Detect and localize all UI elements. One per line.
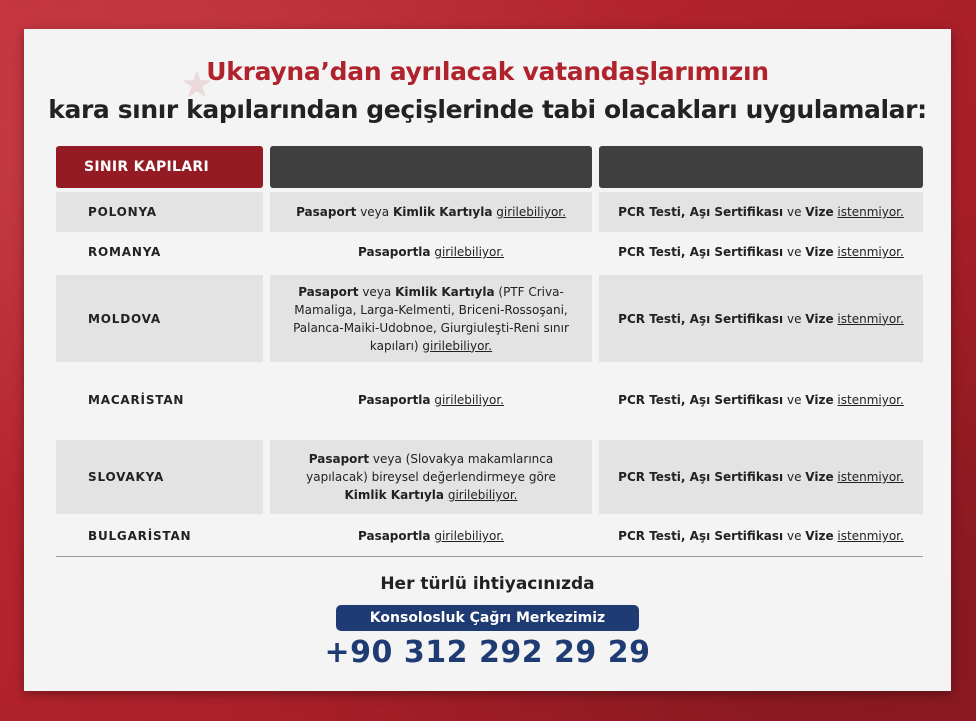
status-text: girilebiliyor.	[422, 338, 493, 353]
footer-title: Her türlü ihtiyacınızda	[380, 574, 595, 594]
text-fragment: PCR Testi, Aşı Sertifikası	[618, 205, 784, 219]
requirement-cell	[599, 235, 923, 269]
entry-cell	[270, 440, 592, 514]
requirement-cell	[599, 192, 923, 232]
status-text: istenmiyor.	[837, 245, 904, 259]
cell-text	[618, 470, 904, 484]
cell-text	[618, 393, 904, 407]
text-fragment: ve	[783, 205, 806, 219]
entry-cell	[270, 235, 592, 269]
cell-text	[288, 450, 574, 504]
status-text: girilebiliyor.	[434, 393, 504, 407]
text-fragment: (PTF Criva-Mamaliga, Larga-Kelmenti, Briceni-Rossoşani, Palanca-Maiki-Udobnoe, Giurgiuleşti-Reni sınır kapıları)	[293, 284, 569, 353]
text-fragment: Pasaport	[308, 452, 370, 466]
requirement-cell	[599, 519, 923, 553]
requirement-cell	[599, 374, 923, 426]
text-fragment: Vize	[805, 393, 834, 407]
footer-divider	[56, 556, 923, 557]
text-fragment: Kimlik Kartıyla	[395, 284, 495, 299]
status-text: istenmiyor.	[837, 205, 904, 219]
call-center-badge: Konsolosluk Çağrı Merkezimiz	[336, 605, 639, 631]
page-title-line2: kara sınır kapılarından geçişlerinde tabi olacakları uygulamalar:	[48, 95, 927, 124]
text-fragment: Pasaport	[298, 284, 359, 299]
column-header-border-gates: SINIR KAPILARI	[56, 146, 263, 188]
text-fragment: PCR Testi, Aşı Sertifikası	[618, 470, 784, 484]
text-fragment: Pasaportla	[358, 529, 431, 543]
requirement-cell	[599, 440, 923, 514]
requirement-cell	[599, 275, 923, 362]
text-fragment: ve	[783, 245, 806, 259]
entry-cell	[270, 374, 592, 426]
status-text: girilebiliyor.	[496, 205, 566, 219]
entry-cell	[270, 519, 592, 553]
cell-text	[296, 203, 566, 221]
text-fragment: Pasaport	[296, 205, 357, 219]
cell-text	[618, 529, 904, 543]
status-text: girilebiliyor.	[434, 245, 504, 259]
entry-cell	[270, 275, 592, 362]
phone-number[interactable]: +90 312 292 29 29	[324, 635, 651, 670]
text-fragment: Vize	[805, 470, 834, 484]
text-fragment: Kimlik Kartıyla	[344, 488, 444, 502]
cell-text	[358, 527, 504, 545]
cell-text	[618, 312, 904, 326]
cell-text	[618, 205, 904, 219]
column-header-requirements	[599, 146, 923, 188]
text-fragment: PCR Testi, Aşı Sertifikası	[618, 529, 784, 543]
text-fragment: ve	[783, 529, 806, 543]
entry-cell	[270, 192, 592, 232]
country-cell: BULGARİSTAN	[88, 529, 192, 543]
country-cell: MOLDOVA	[56, 275, 263, 362]
text-fragment: PCR Testi, Aşı Sertifikası	[618, 245, 784, 259]
country-cell: POLONYA	[56, 192, 263, 232]
page-title-line1: Ukrayna’dan ayrılacak vatandaşlarımızın	[206, 57, 769, 86]
status-text: istenmiyor.	[837, 393, 904, 407]
text-fragment: ve	[783, 393, 806, 407]
country-cell: ROMANYA	[88, 245, 162, 259]
status-text: girilebiliyor.	[434, 529, 504, 543]
cell-text	[288, 283, 574, 355]
cell-text	[618, 245, 904, 259]
column-header-entry	[270, 146, 592, 188]
text-fragment: Vize	[805, 205, 834, 219]
status-text: istenmiyor.	[837, 470, 904, 484]
text-fragment: Vize	[805, 245, 834, 259]
text-fragment: Vize	[805, 529, 834, 543]
text-fragment: Pasaportla	[358, 245, 431, 259]
country-cell: SLOVAKYA	[56, 440, 263, 514]
text-fragment: ve	[783, 470, 806, 484]
status-text: girilebiliyor.	[447, 488, 518, 502]
text-fragment: ve	[783, 311, 806, 326]
status-text: istenmiyor.	[837, 311, 904, 326]
info-card	[24, 29, 951, 691]
text-fragment: veya (Slovakya makamlarınca yapılacak) bireysel değerlendirmeye göre	[306, 452, 556, 484]
text-fragment: veya	[358, 284, 396, 299]
country-cell: MACARİSTAN	[88, 393, 185, 407]
text-fragment: Kimlik Kartıyla	[392, 205, 493, 219]
text-fragment: Pasaportla	[358, 393, 431, 407]
text-fragment: Vize	[805, 311, 834, 326]
cell-text	[358, 243, 504, 261]
text-fragment: PCR Testi, Aşı Sertifikası	[618, 393, 784, 407]
text-fragment: PCR Testi, Aşı Sertifikası	[618, 311, 784, 326]
status-text: istenmiyor.	[837, 529, 904, 543]
cell-text	[358, 391, 504, 409]
text-fragment: veya	[356, 205, 393, 219]
